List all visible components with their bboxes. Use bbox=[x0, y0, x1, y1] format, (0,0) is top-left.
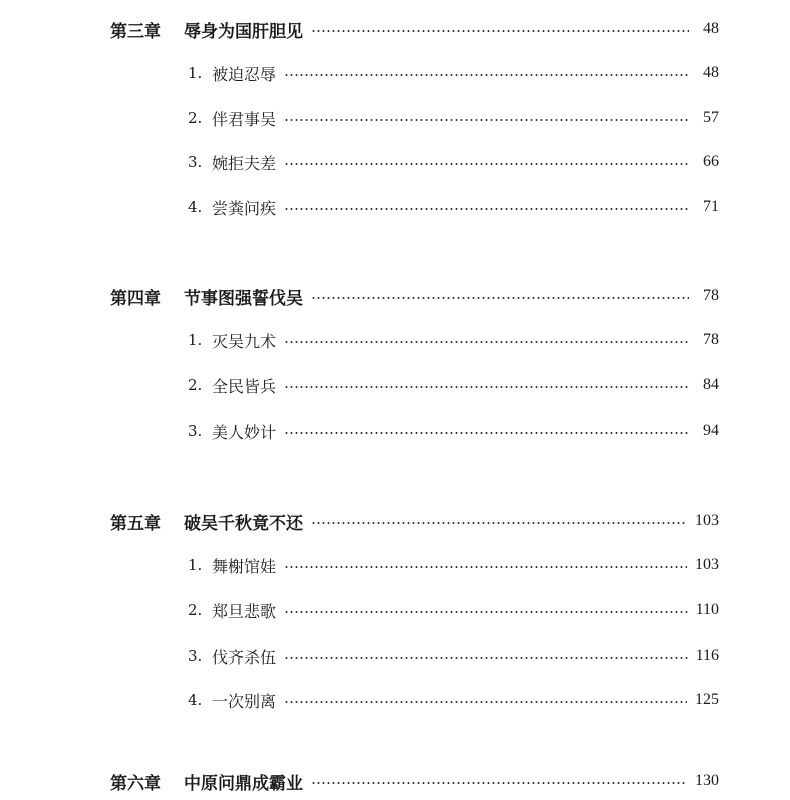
toc-section[interactable] bbox=[188, 370, 719, 400]
page-number: 94 bbox=[703, 422, 719, 439]
dot-leader bbox=[311, 30, 689, 32]
page-number: 103 bbox=[695, 556, 719, 573]
toc-chapter-3[interactable] bbox=[110, 14, 719, 44]
section-number: 3. bbox=[188, 422, 203, 440]
toc-section[interactable] bbox=[188, 147, 719, 177]
section-title: 美人妙计 bbox=[212, 422, 277, 442]
dot-leader bbox=[311, 522, 687, 524]
dot-leader bbox=[311, 782, 687, 784]
toc-section[interactable] bbox=[188, 595, 719, 625]
chapter-number: 第六章 bbox=[110, 773, 161, 794]
page-number: 103 bbox=[695, 512, 719, 529]
toc-section[interactable] bbox=[188, 58, 719, 88]
section-number: 2. bbox=[188, 109, 203, 127]
section-number: 3. bbox=[188, 153, 203, 171]
dot-leader bbox=[284, 432, 689, 434]
dot-leader bbox=[284, 566, 687, 568]
section-title: 伐齐杀伍 bbox=[212, 647, 277, 667]
page-number: 84 bbox=[703, 376, 719, 393]
dot-leader bbox=[284, 386, 689, 388]
chapter-title: 中原问鼎成霸业 bbox=[184, 773, 303, 794]
page-number: 116 bbox=[695, 647, 719, 664]
page-number: 66 bbox=[703, 153, 719, 170]
section-title: 被迫忍辱 bbox=[212, 64, 277, 84]
section-number: 1. bbox=[188, 331, 203, 349]
section-title: 郑旦悲歌 bbox=[212, 601, 277, 621]
section-title: 全民皆兵 bbox=[212, 376, 277, 396]
toc-section[interactable] bbox=[188, 325, 719, 355]
page-number: 71 bbox=[703, 198, 719, 215]
section-number: 3. bbox=[188, 647, 203, 665]
toc-chapter-6[interactable] bbox=[110, 766, 719, 796]
chapter-title: 辱身为国肝胆见 bbox=[184, 21, 303, 42]
chapter-number: 第三章 bbox=[110, 21, 161, 42]
toc-section[interactable] bbox=[188, 416, 719, 446]
section-number: 2. bbox=[188, 376, 203, 394]
toc-section[interactable] bbox=[188, 550, 719, 580]
page-number: 57 bbox=[703, 109, 719, 126]
page-number: 78 bbox=[703, 287, 719, 304]
dot-leader bbox=[284, 341, 689, 343]
toc-chapter-5[interactable] bbox=[110, 506, 719, 536]
chapter-title: 节事图强誓伐吴 bbox=[184, 288, 303, 309]
section-title: 伴君事吴 bbox=[212, 109, 277, 129]
toc-section[interactable] bbox=[188, 103, 719, 133]
dot-leader bbox=[311, 297, 689, 299]
section-title: 舞榭馆娃 bbox=[212, 556, 277, 576]
toc-chapter-4[interactable] bbox=[110, 281, 719, 311]
section-number: 2. bbox=[188, 601, 203, 619]
section-number: 1. bbox=[188, 556, 203, 574]
toc-section[interactable] bbox=[188, 641, 719, 671]
chapter-title: 破吴千秋竟不还 bbox=[184, 513, 303, 534]
page-number: 110 bbox=[695, 601, 719, 618]
section-title: 灭吴九术 bbox=[212, 331, 277, 351]
dot-leader bbox=[284, 701, 687, 703]
chapter-number: 第五章 bbox=[110, 513, 161, 534]
toc-section[interactable] bbox=[188, 685, 719, 715]
section-number: 4. bbox=[188, 198, 203, 216]
toc-section[interactable] bbox=[188, 192, 719, 222]
page-number: 48 bbox=[703, 20, 719, 37]
dot-leader bbox=[284, 657, 688, 659]
section-title: 婉拒夫差 bbox=[212, 153, 277, 173]
section-number: 1. bbox=[188, 64, 203, 82]
dot-leader bbox=[284, 119, 689, 121]
page-number: 130 bbox=[695, 772, 719, 789]
chapter-number: 第四章 bbox=[110, 288, 161, 309]
dot-leader bbox=[284, 611, 688, 613]
dot-leader bbox=[284, 208, 689, 210]
dot-leader bbox=[284, 163, 689, 165]
page-number: 48 bbox=[703, 64, 719, 81]
section-title: 尝粪问疾 bbox=[212, 198, 277, 218]
page-number: 125 bbox=[695, 691, 719, 708]
section-title: 一次别离 bbox=[212, 691, 277, 711]
dot-leader bbox=[284, 74, 689, 76]
section-number: 4. bbox=[188, 691, 203, 709]
page-number: 78 bbox=[703, 331, 719, 348]
